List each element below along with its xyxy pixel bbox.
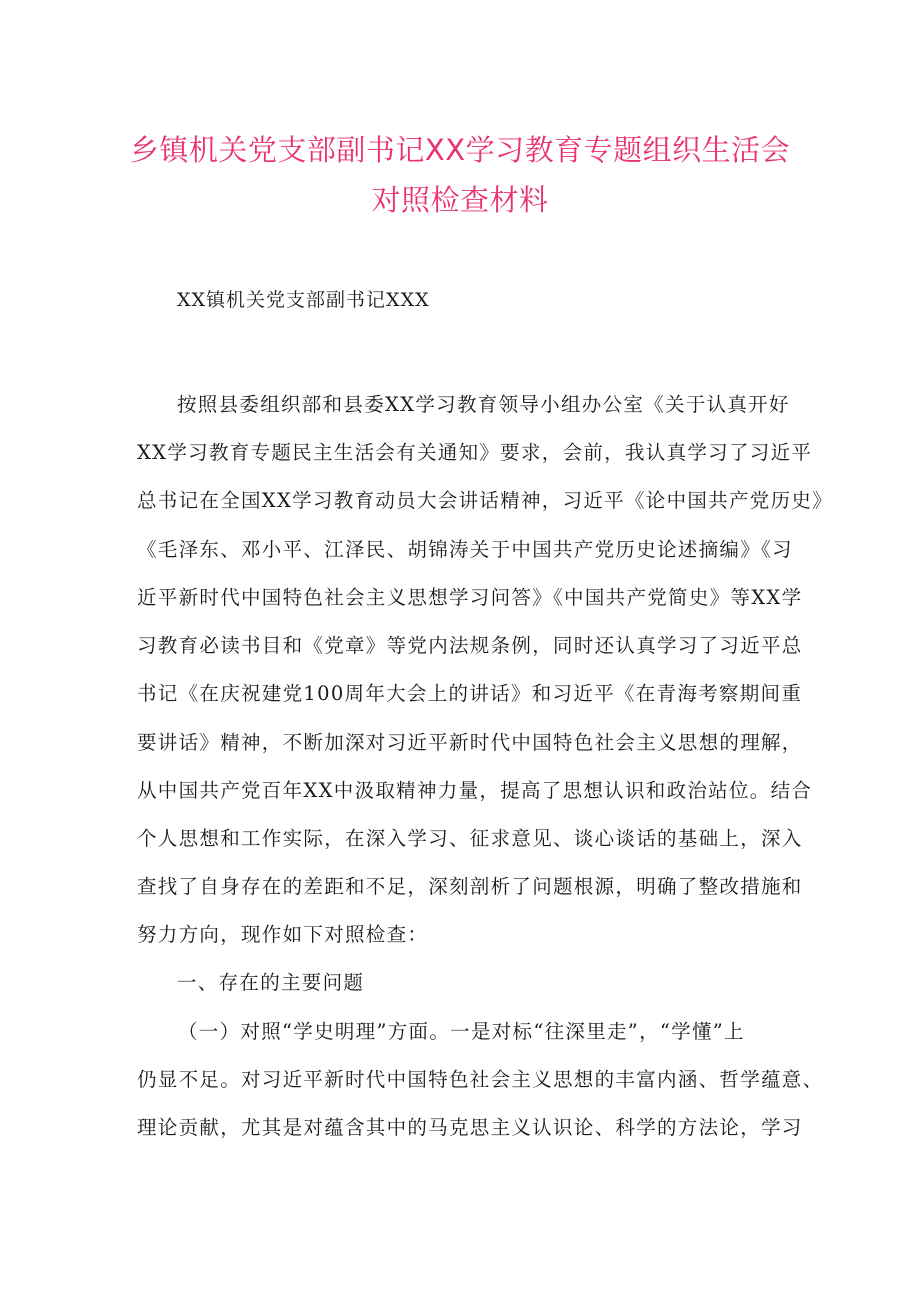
body-line: 仍显不足。对习近平新时代中国特色社会主义思想的丰富内涵、哲学蕴意、 xyxy=(137,1068,824,1091)
body-line: 个人思想和工作实际，在深入学习、征求意见、谈心谈话的基础上，深入 xyxy=(137,827,803,850)
body-line: 总书记在全国XX学习教育动员大会讲话精神，习近平《论中国共产党历史》 xyxy=(137,489,833,512)
body-line: 习教育必读书目和《党章》等党内法规条例，同时还认真学习了习近平总 xyxy=(137,634,803,657)
body-line: 查找了自身存在的差距和不足，深刻剖析了问题根源，明确了整改措施和 xyxy=(137,875,803,898)
document-title-line-2: 对照检查材料 xyxy=(371,183,549,217)
body-line: 努力方向，现作如下对照检查： xyxy=(137,923,429,946)
body-line: 按照县委组织部和县委XX学习教育领导小组办公室《关于认真开好 xyxy=(177,393,790,416)
body-line: 要讲话》精神，不断加深对习近平新时代中国特色社会主义思想的理解， xyxy=(137,731,803,754)
body-line: 书记《在庆祝建党100周年大会上的讲话》和习近平《在青海考察期间重 xyxy=(137,682,803,705)
body-line: 《毛泽东、邓小平、江泽民、胡锦涛关于中国共产党历史论述摘编》《习 xyxy=(137,538,793,561)
body-line: （一）对照“学史明理”方面。一是对标“往深里走”，“学懂”上 xyxy=(178,1020,745,1043)
body-line: 从中国共产党百年XX中汲取精神力量，提高了思想认识和政治站位。结合 xyxy=(137,779,813,802)
author-line: XX镇机关党支部副书记XXX xyxy=(177,289,430,311)
body-line: 近平新时代中国特色社会主义思想学习问答》《中国共产党简史》等XX学 xyxy=(137,586,803,609)
body-line: XX学习教育专题民主生活会有关通知》要求，会前，我认真学习了习近平 xyxy=(137,441,813,464)
body-line: 理论贡献，尤其是对蕴含其中的马克思主义认识论、科学的方法论，学习 xyxy=(137,1116,803,1139)
section-heading: 一、存在的主要问题 xyxy=(177,971,365,994)
document-title-line-1: 乡镇机关党支部副书记XX学习教育专题组织生活会 xyxy=(129,133,791,167)
